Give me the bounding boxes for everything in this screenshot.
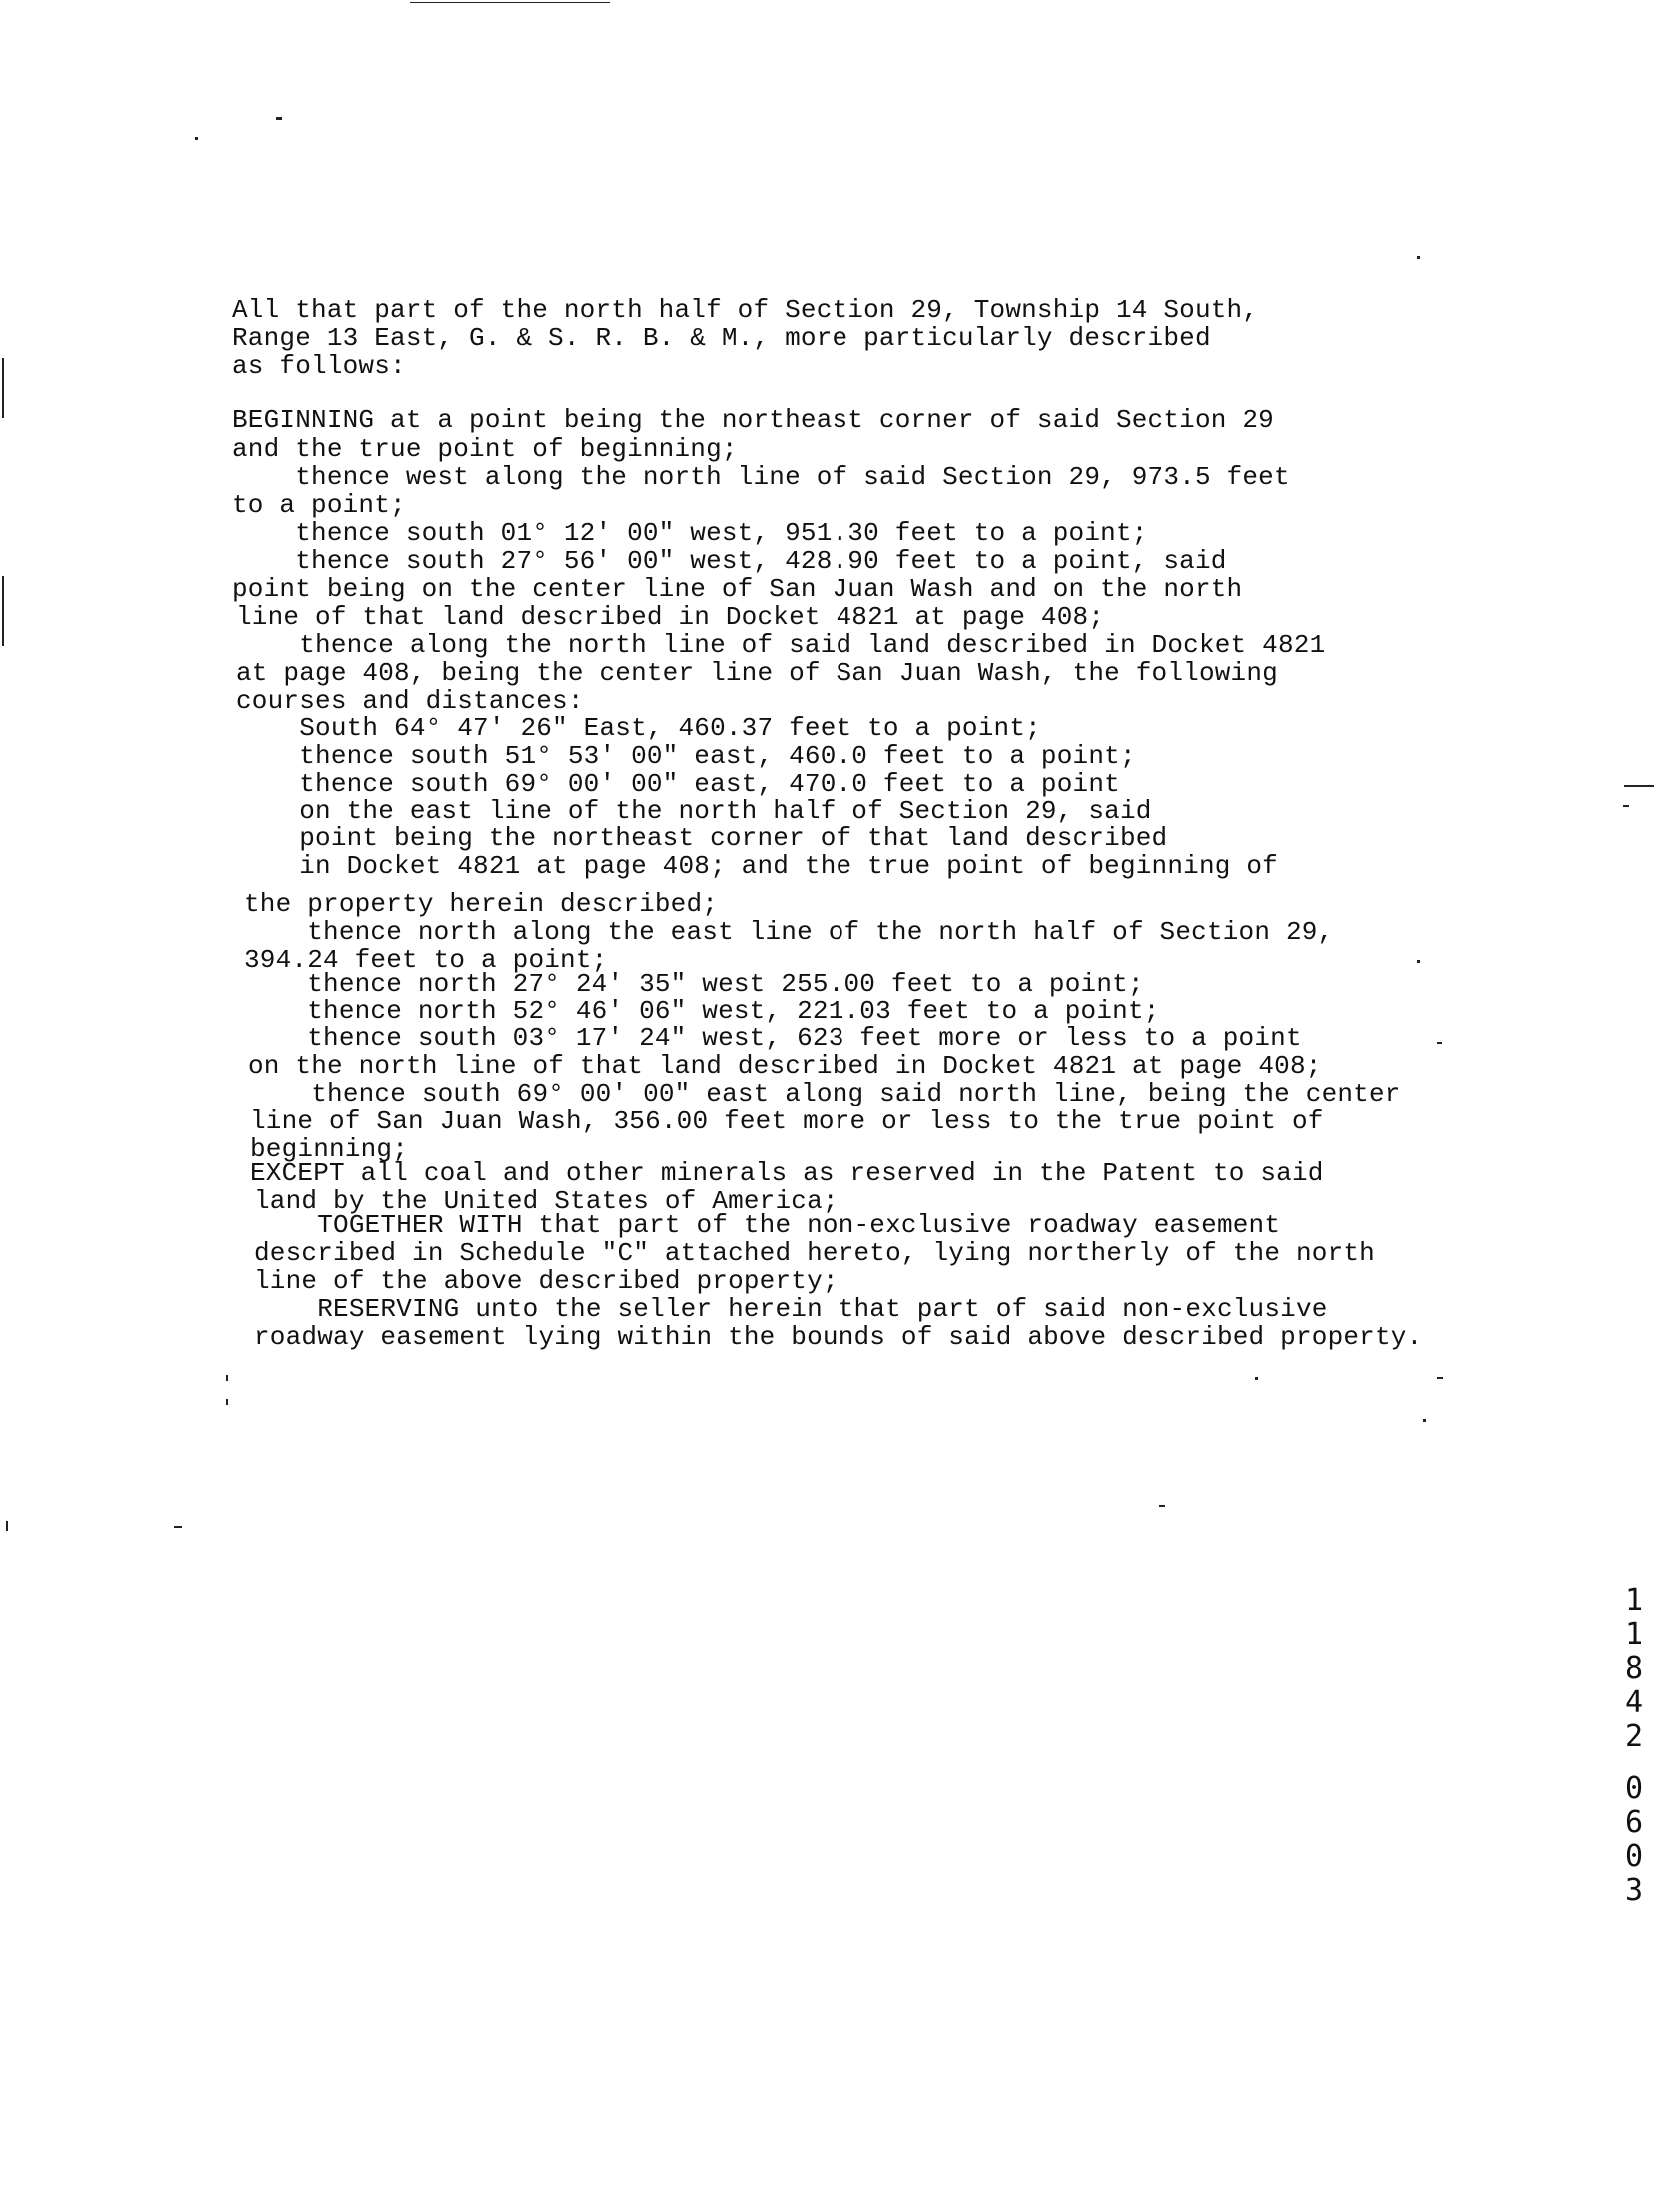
scan-speck	[1624, 785, 1654, 787]
margin-digit: 0	[1624, 1771, 1644, 1806]
text-line: thence south 69° 00' 00" east along said north line, being the center	[248, 1079, 1401, 1108]
scan-speck	[226, 1399, 228, 1405]
text-line: described in Schedule "C" attached hereto, lying northerly of the north	[254, 1238, 1375, 1268]
margin-digit: 1	[1624, 1617, 1644, 1652]
text-line: roadway easement lying within the bounds of said above described property.	[254, 1322, 1423, 1352]
text-line: Range 13 East, G. & S. R. B. & M., more particularly described	[232, 323, 1211, 353]
text-line: thence south 27° 56' 00" west, 428.90 feet to a point, said	[232, 546, 1227, 576]
text-line: thence north along the east line of the north half of Section 29,	[244, 917, 1334, 947]
text-line: thence along the north line of said land described in Docket 4821	[236, 630, 1326, 660]
text-line: TOGETHER WITH that part of the non-exclusive roadway easement	[254, 1210, 1281, 1240]
text-line: thence south 69° 00' 00" east, 470.0 feet to a point	[236, 769, 1120, 799]
scan-speck	[2, 576, 4, 646]
margin-digit: 0	[1624, 1839, 1644, 1874]
scan-speck	[1437, 1377, 1443, 1379]
text-line: land by the United States of America;	[254, 1186, 839, 1216]
text-line: line of San Juan Wash, 356.00 feet more or less to the true point of	[250, 1106, 1324, 1136]
scan-speck	[1159, 1505, 1165, 1507]
text-line: courses and distances:	[236, 686, 584, 716]
text-line: line of the above described property;	[254, 1266, 839, 1296]
text-line: beginning;	[250, 1134, 409, 1164]
scan-speck	[6, 1521, 8, 1531]
text-line: point being on the center line of San Juan Wash and on the north	[232, 574, 1243, 604]
margin-digit: 8	[1624, 1651, 1644, 1686]
text-line: BEGINNING at a point being the northeast corner of said Section 29	[232, 405, 1274, 435]
text-line: in Docket 4821 at page 408; and the true point of beginning of	[236, 851, 1278, 881]
margin-digit: 1	[1624, 1583, 1644, 1618]
scan-speck	[2, 358, 4, 418]
text-line: line of that land described in Docket 4821 at page 408;	[236, 602, 1105, 632]
text-line: thence south 51° 53' 00" east, 460.0 feet to a point;	[236, 741, 1136, 771]
scan-speck	[1437, 1042, 1442, 1044]
text-line: All that part of the north half of Section 29, Township 14 South,	[232, 295, 1259, 325]
scan-speck	[1623, 805, 1629, 807]
text-line: EXCEPT all coal and other minerals as reserved in the Patent to said	[250, 1158, 1324, 1188]
text-line: the property herein described;	[244, 889, 719, 919]
text-line: to a point;	[232, 490, 406, 520]
scan-speck	[1423, 1419, 1426, 1422]
scan-speck	[1417, 256, 1420, 259]
scan-speck	[226, 1375, 228, 1381]
text-line: as follows:	[232, 351, 406, 381]
text-line: at page 408, being the center line of San Juan Wash, the following	[236, 658, 1278, 688]
text-line: South 64° 47' 26" East, 460.37 feet to a point;	[236, 713, 1041, 743]
text-line: thence south 01° 12' 00" west, 951.30 feet to a point;	[232, 518, 1148, 548]
scan-speck	[276, 117, 282, 120]
margin-digit: 4	[1624, 1685, 1644, 1720]
scan-speck	[1255, 1377, 1258, 1380]
text-line: 394.24 feet to a point;	[244, 945, 608, 975]
text-line: thence south 03° 17' 24" west, 623 feet more or less to a point	[244, 1023, 1302, 1053]
margin-digit: 3	[1624, 1873, 1644, 1908]
text-line: on the north line of that land described in Docket 4821 at page 408;	[248, 1051, 1322, 1081]
scan-speck	[1417, 960, 1420, 963]
text-line: point being the northeast corner of that land described	[236, 823, 1168, 853]
text-line: thence west along the north line of said Section 29, 973.5 feet	[232, 462, 1290, 492]
margin-digit: 2	[1624, 1719, 1644, 1754]
text-line: and the true point of beginning;	[232, 434, 738, 464]
margin-digit: 6	[1624, 1805, 1644, 1840]
scan-speck	[195, 137, 198, 140]
text-line: thence north 52° 46' 06" west, 221.03 feet to a point;	[244, 996, 1160, 1026]
text-line: on the east line of the north half of Section 29, said	[236, 796, 1152, 826]
text-line: thence north 27° 24' 35" west 255.00 feet to a point;	[244, 969, 1144, 999]
text-line: RESERVING unto the seller herein that part of said non-exclusive	[254, 1294, 1328, 1324]
scan-speck	[174, 1526, 182, 1528]
scan-artifact-top-rule	[410, 2, 610, 3]
